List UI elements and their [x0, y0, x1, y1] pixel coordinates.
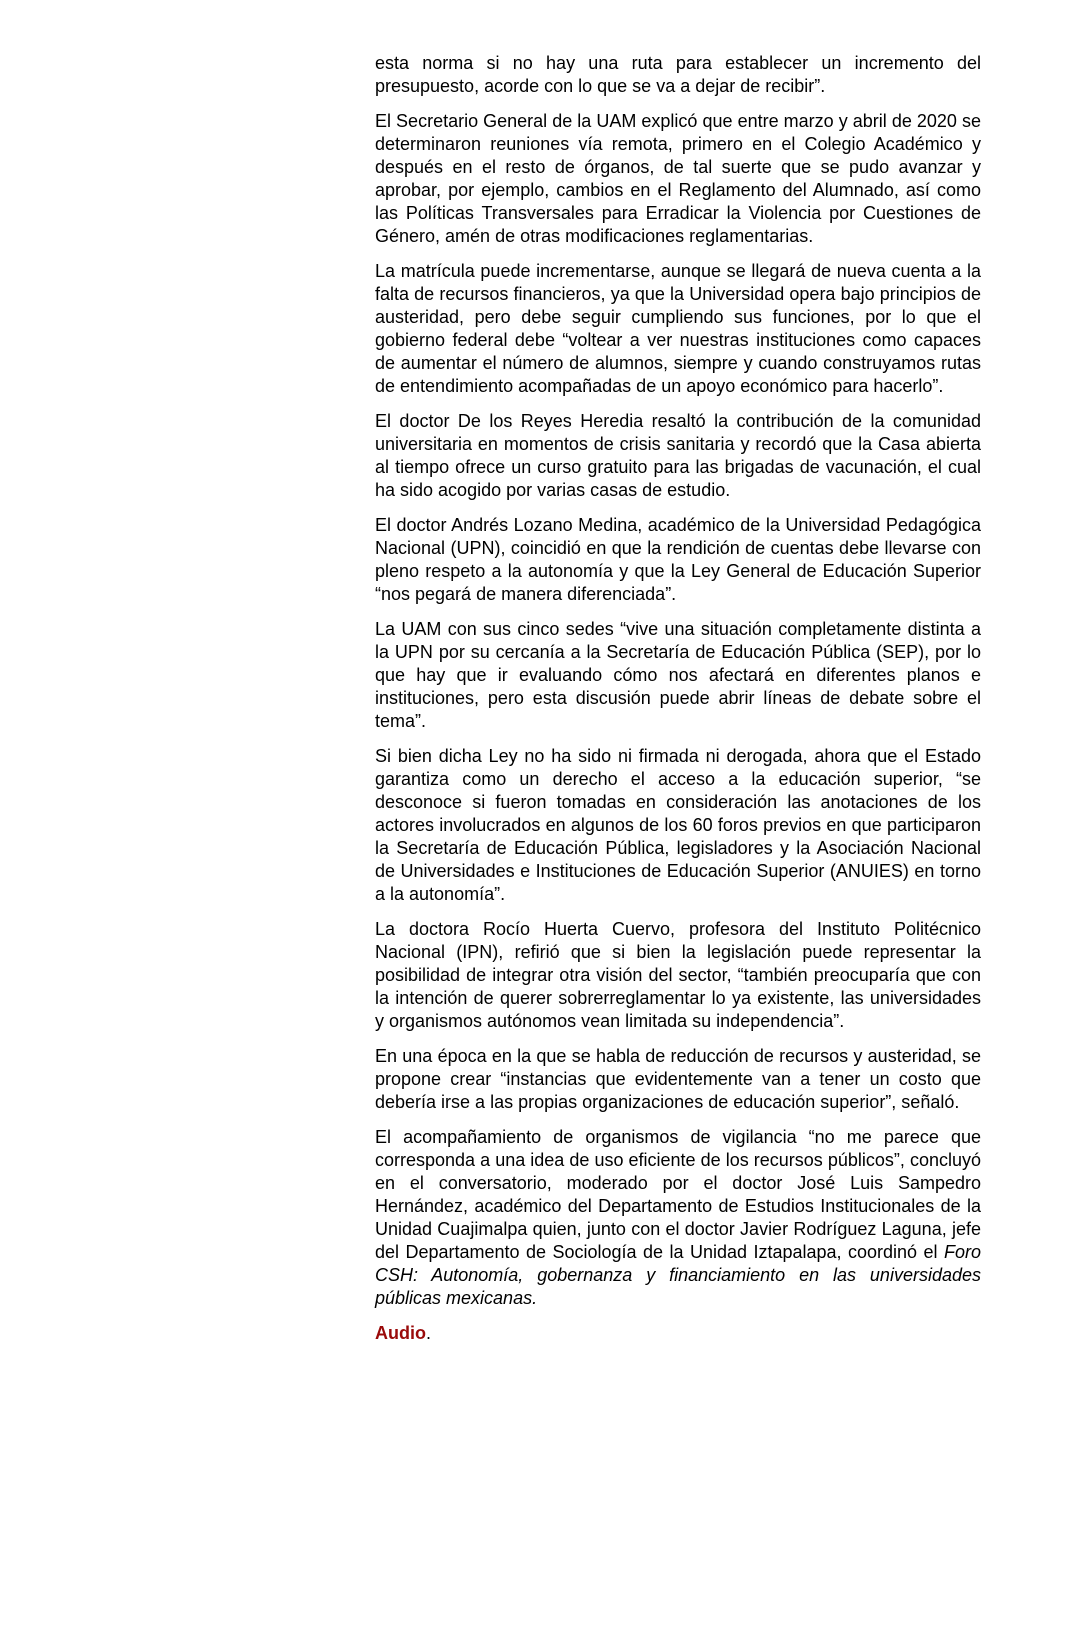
audio-line	[375, 1322, 981, 1345]
paragraph-text: La UAM con sus cinco sedes “vive una situación completamente distinta a la UPN por su cercanía a la Secretaría de Educación Pública (SEP), por lo que hay que ir evaluando cómo nos afectará en diferentes planos e instituciones, pero esta discusión puede abrir líneas de debate sobre el tema”.	[375, 619, 981, 731]
paragraph	[375, 52, 981, 98]
audio-link[interactable]: Audio	[375, 1323, 426, 1343]
paragraph-container	[375, 52, 981, 1310]
paragraph	[375, 514, 981, 606]
paragraph	[375, 1126, 981, 1310]
paragraph-text: Si bien dicha Ley no ha sido ni firmada ni derogada, ahora que el Estado garantiza como un derecho el acceso a la educación superior, “se desconoce si fueron tomadas en consideración las anotaciones de los actores involucrados en algunos de los 60 foros previos en que participaron la Secretaría de Educación Pública, legisladores y la Asociación Nacional de Universidades e Instituciones de Educación Superior (ANUIES) en torno a la autonomía”.	[375, 746, 981, 904]
paragraph-text: En una época en la que se habla de reducción de recursos y austeridad, se propone crear “instancias que evidentemente van a tener un costo que debería irse a las propias organizaciones de educación superior”, señaló.	[375, 1046, 981, 1112]
paragraph	[375, 618, 981, 733]
paragraph-text: El doctor De los Reyes Heredia resaltó la contribución de la comunidad universitaria en momentos de crisis sanitaria y recordó que la Casa abierta al tiempo ofrece un curso gratuito para las brigadas de vacunación, el cual ha sido acogido por varias casas de estudio.	[375, 411, 981, 500]
paragraph-text-italic: Foro CSH: Autonomía, gobernanza y financiamiento en las universidades públicas mexicanas.	[375, 1242, 981, 1308]
paragraph	[375, 410, 981, 502]
paragraph	[375, 260, 981, 398]
audio-link-period: .	[426, 1323, 432, 1343]
paragraph	[375, 918, 981, 1033]
paragraph-text: El acompañamiento de organismos de vigilancia “no me parece que corresponda a una idea de uso eficiente de los recursos públicos”, concluyó en el conversatorio, moderado por el doctor José Luis Sampedro Hernández, académico del Departamento de Estudios Institucionales de la Unidad Cuajimalpa quien, junto con el doctor Javier Rodríguez Laguna, jefe del Departamento de Sociología de la Unidad Iztapalapa, coordinó el	[375, 1127, 981, 1262]
paragraph-text: La matrícula puede incrementarse, aunque se llegará de nueva cuenta a la falta de recursos financieros, ya que la Universidad opera bajo principios de austeridad, pero debe seguir cumpliendo sus funciones, por lo que el gobierno federal debe “voltear a ver nuestras instituciones como capaces de aumentar el número de alumnos, siempre y cuando construyamos rutas de entendimiento acompañadas de un apoyo económico para hacerlo”.	[375, 261, 981, 396]
paragraph-text: El doctor Andrés Lozano Medina, académico de la Universidad Pedagógica Nacional (UPN), coincidió en que la rendición de cuentas debe llevarse con pleno respeto a la autonomía y que la Ley General de Educación Superior “nos pegará de manera diferenciada”.	[375, 515, 981, 604]
paragraph-text: esta norma si no hay una ruta para establecer un incremento del presupuesto, acorde con lo que se va a dejar de recibir”.	[375, 53, 981, 96]
paragraph-text: La doctora Rocío Huerta Cuervo, profesora del Instituto Politécnico Nacional (IPN), refirió que si bien la legislación puede representar la posibilidad de integrar otra visión del sector, “también preocuparía que con la intención de querer sobrerreglamentar lo ya existente, las universidades y organismos autónomos vean limitada su independencia”.	[375, 919, 981, 1031]
paragraph	[375, 745, 981, 906]
paragraph	[375, 1045, 981, 1114]
article-body	[375, 52, 981, 1345]
paragraph	[375, 110, 981, 248]
paragraph-text: El Secretario General de la UAM explicó que entre marzo y abril de 2020 se determinaron reuniones vía remota, primero en el Colegio Académico y después en el resto de órganos, de tal suerte que se pudo avanzar y aprobar, por ejemplo, cambios en el Reglamento del Alumnado, así como las Políticas Transversales para Erradicar la Violencia por Cuestiones de Género, amén de otras modificaciones reglamentarias.	[375, 111, 981, 246]
